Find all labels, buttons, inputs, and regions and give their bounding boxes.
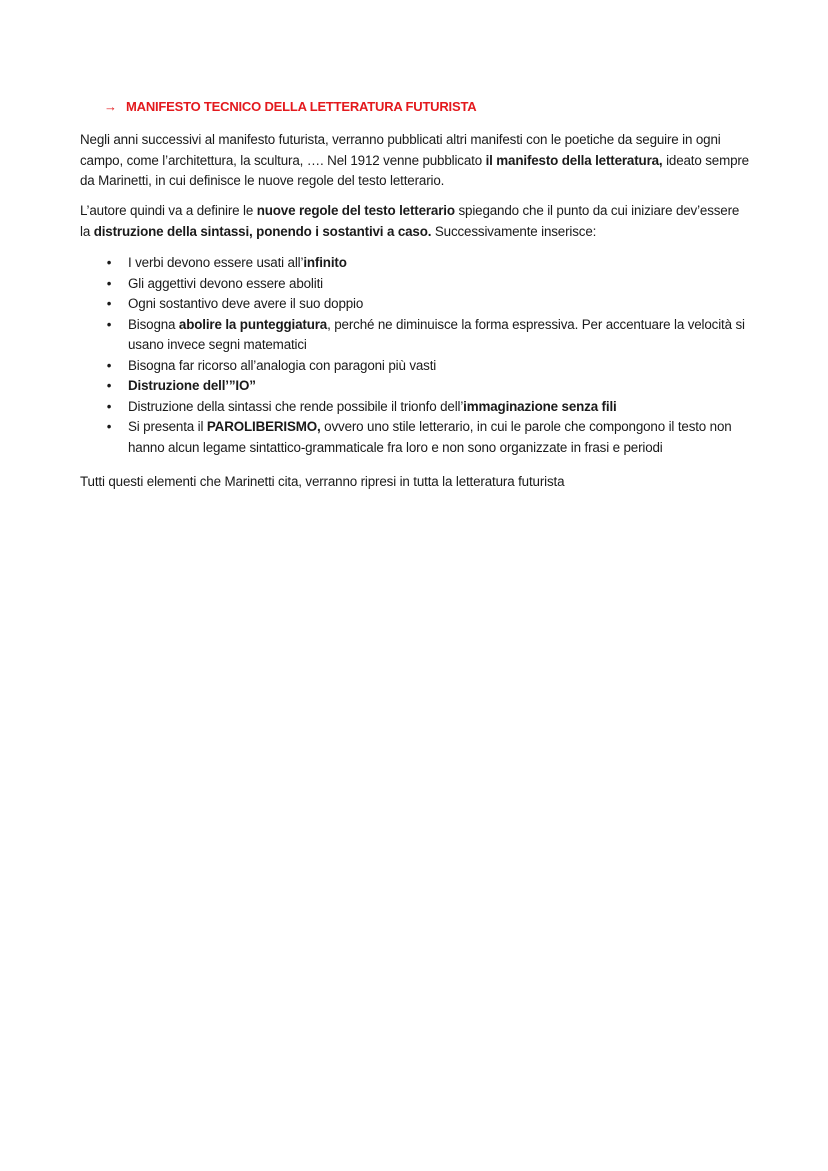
paragraph-text: L’autore quindi va a definire le (80, 203, 257, 218)
bullet-icon: • (106, 296, 112, 311)
list-item (80, 356, 760, 377)
bullet-icon: • (106, 398, 112, 414)
list-item (80, 294, 760, 315)
list-item-text: Gli aggettivi devono essere aboliti (128, 275, 323, 291)
bullet-icon: • (106, 419, 112, 434)
paragraph-text: ideato sempre da Marinetti, in cui definisce le nuove regole del testo letterario. (80, 152, 749, 188)
paragraph-text: Tutti questi elementi che Marinetti cita, verranno ripresi in tutta la letteratura futurista (80, 474, 565, 489)
list-item-text: Bisogna far ricorso all’analogia con paragoni più vasti (128, 357, 437, 373)
list-item-text: I verbi devono essere usati all’ (128, 255, 304, 270)
paragraph-text: Successivamente inserisce: (431, 223, 597, 239)
bullet-icon: • (106, 378, 112, 393)
section-heading (104, 99, 476, 114)
paragraph-intro (80, 130, 752, 192)
arrow-right-icon: → (104, 99, 117, 114)
paragraph-bold: distruzione della sintassi, ponendo i sostantivi a caso. (93, 223, 432, 239)
list-item (80, 315, 760, 356)
list-item-text: , perché ne diminuisce la forma espressiva. Per accentuare la velocità si usano invece segni matematici (128, 316, 745, 352)
paragraph-rules (80, 201, 752, 242)
list-item-text: Ogni sostantivo deve avere il suo doppio (128, 296, 364, 311)
bullet-icon: • (106, 357, 112, 373)
list-item (80, 417, 760, 458)
list-item-text: Bisogna (128, 316, 179, 332)
list-item (80, 376, 760, 397)
list-item-text: ovvero uno stile letterario, in cui le parole che compongono il testo non hanno alcun legame sintattico-grammaticale fra loro e non sono organizzate in frasi e periodi (128, 419, 732, 455)
bullet-icon: • (106, 255, 112, 270)
bullet-icon: • (106, 316, 112, 332)
list-item (80, 397, 760, 418)
list-item-bold: infinito (303, 255, 347, 270)
paragraph-text: spiegando che il punto da cui iniziare dev’essere la (80, 203, 740, 239)
paragraph-conclusion (80, 472, 752, 493)
paragraph-bold: il manifesto della letteratura, (485, 152, 663, 168)
list-item-bold: Distruzione dell’”IO” (128, 378, 256, 393)
paragraph-text: Negli anni successivi al manifesto futurista, verranno pubblicati altri manifesti con le poetiche da seguire in ogni campo, come l’architettura, la scultura, …. Nel 1912 venne pubblicato (80, 132, 721, 168)
list-item (80, 253, 760, 274)
paragraph-bold: nuove regole del testo letterario (256, 203, 455, 218)
list-item-bold: PAROLIBERISMO, (206, 419, 321, 434)
rules-list (80, 253, 760, 458)
heading-text: MANIFESTO TECNICO DELLA LETTERATURA FUTURISTA (126, 99, 477, 114)
list-item-bold: abolire la punteggiatura (178, 316, 328, 332)
list-item (80, 274, 760, 295)
list-item-text: Distruzione della sintassi che rende possibile il trionfo dell’ (128, 398, 464, 414)
bullet-icon: • (106, 275, 112, 291)
list-item-bold: immaginazione senza fili (463, 398, 617, 414)
list-item-text: Si presenta il (128, 419, 207, 434)
